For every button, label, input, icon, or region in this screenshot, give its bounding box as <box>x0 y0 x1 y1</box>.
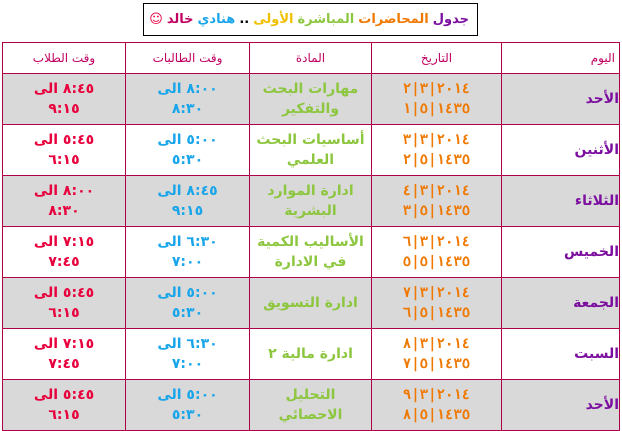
time-female-cell <box>126 278 250 329</box>
subject-cell <box>250 329 372 380</box>
subject-line-1: مهارات البحث <box>262 81 359 97</box>
subject-line-2: في الادارة <box>274 254 347 270</box>
time-female-start: ٨:٤٥ الى <box>157 183 218 199</box>
time-female-cell <box>126 329 250 380</box>
hijri-date: ١٤٣٥|٥|٦ <box>402 305 471 321</box>
hijri-date: ١٤٣٥|٥|٨ <box>402 407 471 423</box>
title-word: جدول <box>432 12 469 27</box>
subject-line-1: أساسيات البحث <box>256 132 365 148</box>
time-female-end: ٩:١٥ <box>171 203 204 219</box>
subject-cell <box>250 74 372 125</box>
hijri-date: ١٤٣٥|٥|١ <box>402 101 471 117</box>
time-female-cell <box>126 176 250 227</box>
subject-cell <box>250 278 372 329</box>
time-male-start: ٧:١٥ الى <box>33 336 95 352</box>
header-time-female: وقت الطالبات <box>126 43 250 74</box>
time-male-start: ٥:٤٥ الى <box>33 285 95 301</box>
time-female-cell <box>126 74 250 125</box>
time-male-end: ٨:٣٠ <box>48 203 80 219</box>
header-subject: المادة <box>250 43 372 74</box>
title-word: .. <box>239 12 250 27</box>
day-label: الأثنين <box>574 142 619 158</box>
smiley-icon: ☺ <box>149 12 163 27</box>
hijri-date: ١٤٣٥|٥|٧ <box>402 356 471 372</box>
time-female-start: ٦:٣٠ الى <box>157 234 218 250</box>
time-male-start: ٥:٤٥ الى <box>33 132 95 148</box>
subject-line-1: التحليل <box>285 387 336 403</box>
time-female-end: ٧:٠٠ <box>171 356 204 372</box>
table-row <box>3 278 620 329</box>
day-cell <box>502 329 620 380</box>
subject-cell <box>250 227 372 278</box>
day-label: الأحد <box>585 397 619 413</box>
subject-cell <box>250 380 372 431</box>
time-male-cell <box>3 176 126 227</box>
subject-line-1: ادارة مالية ٢ <box>268 346 353 362</box>
hijri-date: ١٤٣٥|٥|٢ <box>402 152 471 168</box>
table-row <box>3 227 620 278</box>
day-cell <box>502 278 620 329</box>
day-cell <box>502 125 620 176</box>
gregorian-date: ٢٠١٤|٣|٣ <box>402 132 471 148</box>
time-female-cell <box>126 125 250 176</box>
time-female-start: ٦:٣٠ الى <box>157 336 218 352</box>
table-row <box>3 176 620 227</box>
time-female-start: ٨:٠٠ الى <box>157 81 218 97</box>
time-male-cell <box>3 380 126 431</box>
date-cell <box>372 125 502 176</box>
time-male-start: ٥:٤٥ الى <box>33 387 95 403</box>
title-word: المباشرة <box>297 12 355 27</box>
time-female-cell <box>126 380 250 431</box>
hijri-date: ١٤٣٥|٥|٣ <box>402 203 471 219</box>
subject-line-1: ادارة الموارد <box>267 183 354 199</box>
date-cell <box>372 329 502 380</box>
time-female-start: ٥:٠٠ الى <box>157 285 218 301</box>
hijri-date: ١٤٣٥|٥|٥ <box>402 254 471 270</box>
time-male-end: ٩:١٥ <box>48 101 80 117</box>
time-male-end: ٦:١٥ <box>48 305 80 321</box>
subject-line-2: الاحصائي <box>278 407 343 423</box>
time-male-cell <box>3 227 126 278</box>
day-cell <box>502 227 620 278</box>
subject-line-2: البشرية <box>284 203 337 219</box>
subject-cell <box>250 125 372 176</box>
subject-cell <box>250 176 372 227</box>
day-label: الأحد <box>585 91 619 107</box>
day-cell <box>502 74 620 125</box>
gregorian-date: ٢٠١٤|٣|٧ <box>402 285 471 301</box>
gregorian-date: ٢٠١٤|٣|٨ <box>402 336 471 352</box>
schedule-title <box>143 3 478 36</box>
table-row <box>3 125 620 176</box>
subject-line-2: والتفكير <box>281 101 340 117</box>
day-cell <box>502 176 620 227</box>
title-word: خالد <box>166 12 194 27</box>
header-row <box>3 43 620 74</box>
time-male-start: ٧:١٥ الى <box>33 234 95 250</box>
time-male-start: ٨:٠٠ الى <box>33 183 95 199</box>
time-female-start: ٥:٠٠ الى <box>157 132 218 148</box>
date-cell <box>372 380 502 431</box>
table-row <box>3 74 620 125</box>
subject-line-1: ادارة التسويق <box>263 295 358 311</box>
date-cell <box>372 278 502 329</box>
date-cell <box>372 176 502 227</box>
header-time-male: وقت الطلاب <box>3 43 126 74</box>
time-female-end: ٥:٣٠ <box>171 152 204 168</box>
time-male-end: ٧:٤٥ <box>48 254 80 270</box>
time-male-cell <box>3 278 126 329</box>
day-label: السبت <box>574 346 619 362</box>
gregorian-date: ٢٠١٤|٣|٤ <box>402 183 471 199</box>
time-male-cell <box>3 74 126 125</box>
schedule-table <box>2 42 620 431</box>
time-female-end: ٧:٠٠ <box>171 254 204 270</box>
gregorian-date: ٢٠١٤|٣|٢ <box>402 81 471 97</box>
time-male-end: ٧:٤٥ <box>48 356 80 372</box>
gregorian-date: ٢٠١٤|٣|٦ <box>402 234 471 250</box>
time-female-cell <box>126 227 250 278</box>
time-female-end: ٥:٣٠ <box>171 305 204 321</box>
day-label: الخميس <box>563 244 619 260</box>
date-cell <box>372 74 502 125</box>
title-word: المحاضرات <box>358 12 429 27</box>
time-male-end: ٦:١٥ <box>48 407 80 423</box>
time-female-end: ٥:٣٠ <box>171 407 204 423</box>
time-female-start: ٥:٠٠ الى <box>157 387 218 403</box>
time-male-start: ٨:٤٥ الى <box>33 81 95 97</box>
title-word: هنادي <box>197 12 236 27</box>
day-label: الجمعة <box>573 295 619 311</box>
time-male-cell <box>3 329 126 380</box>
day-label: الثلاثاء <box>574 193 619 209</box>
date-cell <box>372 227 502 278</box>
subject-line-1: الأساليب الكمية <box>257 234 364 250</box>
header-date: التاريخ <box>372 43 502 74</box>
time-male-cell <box>3 125 126 176</box>
day-cell <box>502 380 620 431</box>
table-row <box>3 380 620 431</box>
subject-line-2: العلمي <box>286 152 335 168</box>
header-day: اليوم <box>502 43 620 74</box>
gregorian-date: ٢٠١٤|٣|٩ <box>402 387 471 403</box>
table-row <box>3 329 620 380</box>
title-word: الأولى <box>253 12 294 27</box>
time-female-end: ٨:٣٠ <box>171 101 204 117</box>
time-male-end: ٦:١٥ <box>48 152 80 168</box>
